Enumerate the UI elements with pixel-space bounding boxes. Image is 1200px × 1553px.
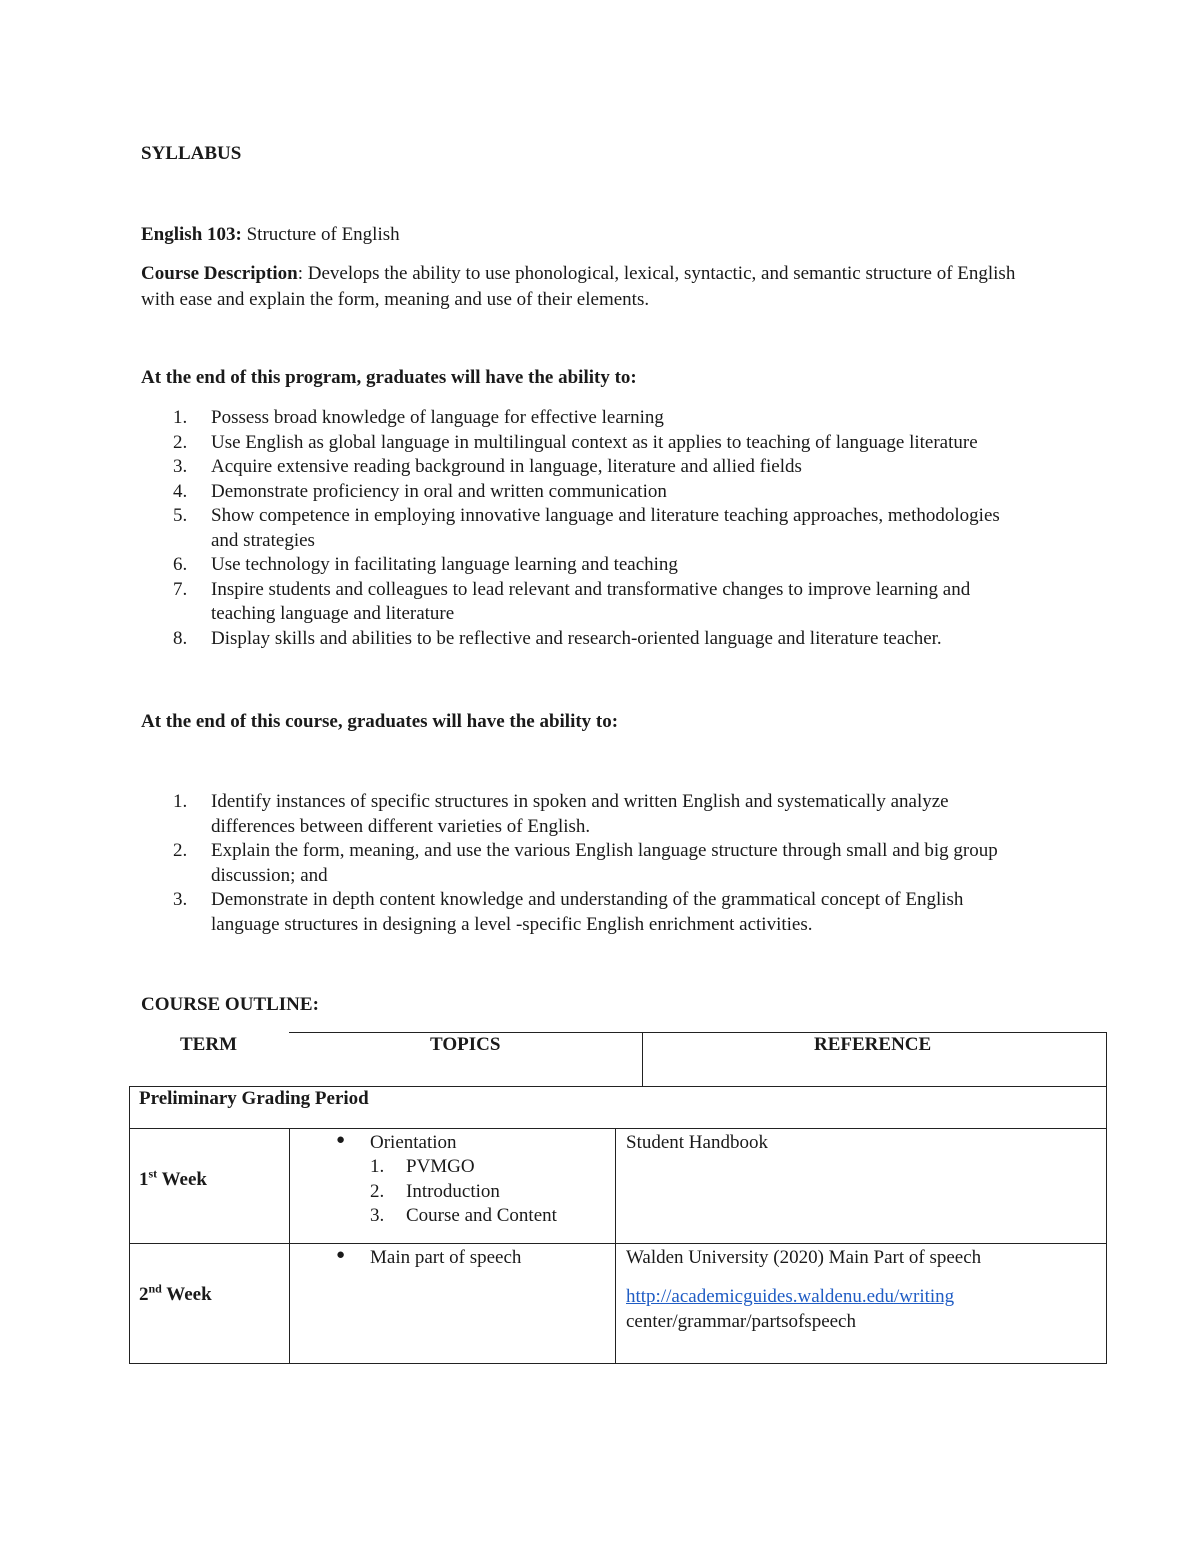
bullet-icon: ● xyxy=(336,1247,346,1263)
course-title xyxy=(141,222,400,247)
list-item: 1. Identify instances of specific structures in spoken and written English and systematically analyze differences between different varieties of English. xyxy=(173,791,949,837)
list-item: 3. Demonstrate in depth content knowledge and understanding of the grammatical concept of English language structures in designing a level -specific English enrichment activities. xyxy=(173,889,964,935)
list-item: 2. Use English as global language in multilingual context as it applies to teaching of language literature xyxy=(173,431,978,453)
course-outcomes-list xyxy=(173,790,1073,937)
course-outline-heading: COURSE OUTLINE: xyxy=(141,994,319,1015)
description-label: Course Description xyxy=(141,263,298,284)
topic-sublist xyxy=(370,1155,557,1229)
list-item: 1. Possess broad knowledge of language for effective learning xyxy=(173,407,664,428)
header-topics: TOPICS xyxy=(430,1034,501,1055)
list-item: 3. Acquire extensive reading background in language, literature and allied fields xyxy=(173,456,802,477)
header-term: TERM xyxy=(180,1034,237,1055)
page-title: SYLLABUS xyxy=(141,143,242,164)
bullet-icon: ● xyxy=(336,1132,346,1148)
program-outcomes-list xyxy=(173,406,1073,651)
list-item: 4. Demonstrate proficiency in oral and written communication xyxy=(173,480,667,502)
list-item: 8. Display skills and abilities to be reflective and research-oriented language and literature teacher. xyxy=(173,627,942,649)
reference-text: Student Handbook xyxy=(626,1132,768,1153)
program-outcomes-heading: At the end of this program, graduates will have the ability to: xyxy=(141,367,637,388)
list-item: 2. Introduction xyxy=(370,1180,500,1202)
grading-period: Preliminary Grading Period xyxy=(139,1088,369,1109)
course-description xyxy=(141,261,1015,286)
list-item: 3. Course and Content xyxy=(370,1205,557,1226)
list-item: 1. PVMGO xyxy=(370,1156,475,1177)
description-text: : Develops the ability to use phonological, lexical, syntactic, and semantic structure of English xyxy=(297,263,1016,284)
reference-link-continuation: center/grammar/partsofspeech xyxy=(626,1311,856,1332)
week-label: 2nd Week xyxy=(139,1281,212,1305)
topic-item: Orientation xyxy=(370,1132,457,1153)
list-item: 6. Use technology in facilitating language learning and teaching xyxy=(173,554,678,575)
topic-item: Main part of speech xyxy=(370,1247,522,1268)
list-item: 7. Inspire students and colleagues to lead relevant and transformative changes to improve learning and teaching language and literature xyxy=(173,578,971,624)
course-code: English 103: xyxy=(141,224,242,245)
week-label: 1st Week xyxy=(139,1166,207,1190)
reference-text: Walden University (2020) Main Part of speech xyxy=(626,1247,982,1268)
description-continuation: with ease and explain the form, meaning and use of their elements. xyxy=(141,289,650,310)
header-reference: REFERENCE xyxy=(814,1034,932,1055)
course-outcomes-heading: At the end of this course, graduates will have the ability to: xyxy=(141,711,619,732)
list-item: 5. Show competence in employing innovative language and literature teaching approaches, methodologies and strategies xyxy=(173,505,1000,551)
course-name: Structure of English xyxy=(246,224,400,245)
reference-link[interactable]: http://academicguides.waldenu.edu/writing xyxy=(626,1286,955,1307)
list-item: 2. Explain the form, meaning, and use the various English language structure through small and big group discussion; and xyxy=(173,840,998,886)
